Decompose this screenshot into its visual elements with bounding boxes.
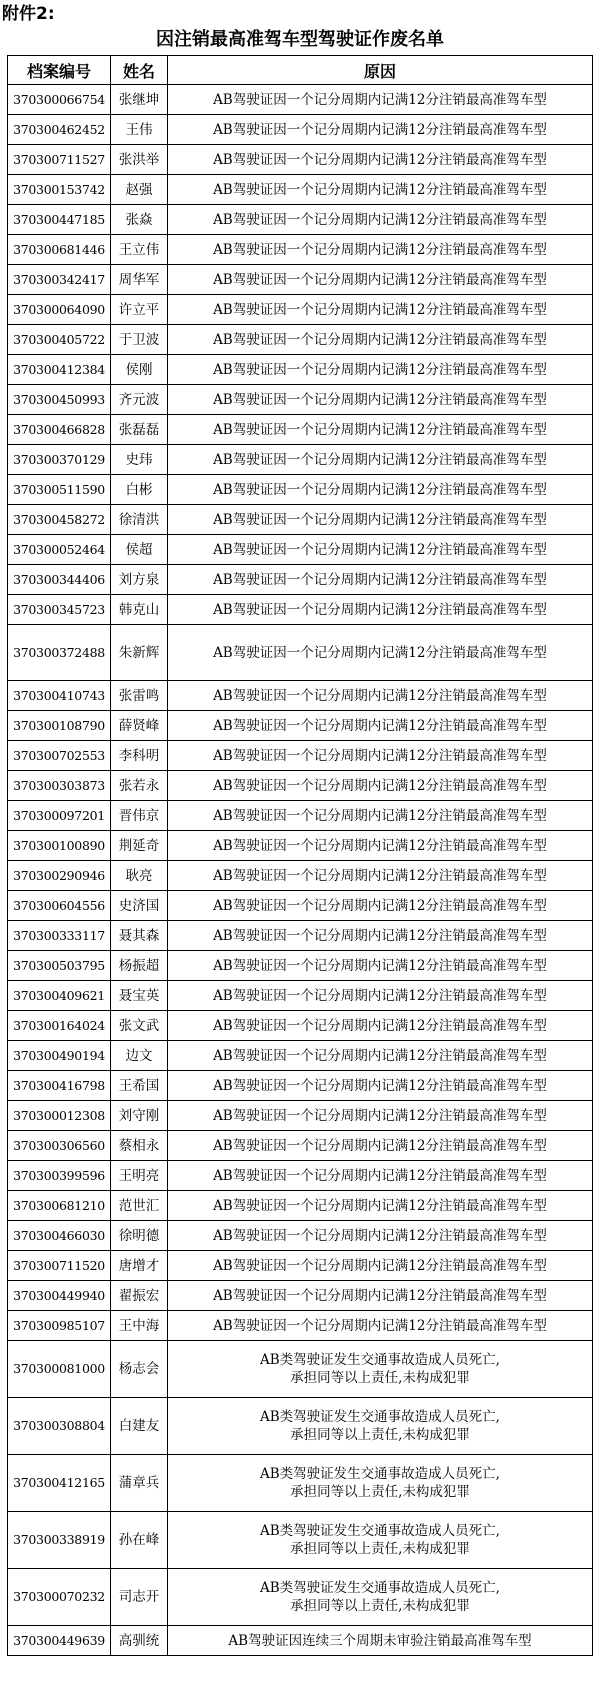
reason-line-2: 承担同等以上责任,未构成犯罪 — [290, 1541, 470, 1557]
table-row — [8, 1011, 593, 1041]
table-row — [8, 325, 593, 355]
file-number-cell: 370300412384 — [8, 355, 111, 385]
name-cell: 孙在峰 — [111, 1512, 168, 1569]
column-header-reason: 原因 — [168, 56, 593, 85]
reason-cell: AB驾驶证因一个记分周期内记满12分注销最高准驾车型 — [168, 1311, 593, 1341]
file-number-cell: 370300333117 — [8, 921, 111, 951]
table-row — [8, 1455, 593, 1512]
name-cell: 李科明 — [111, 741, 168, 771]
file-number-cell: 370300338919 — [8, 1512, 111, 1569]
name-cell: 齐元波 — [111, 385, 168, 415]
reason-cell: AB驾驶证因一个记分周期内记满12分注销最高准驾车型 — [168, 475, 593, 505]
reason-cell: AB驾驶证因一个记分周期内记满12分注销最高准驾车型 — [168, 385, 593, 415]
table-row — [8, 831, 593, 861]
reason-cell — [168, 1512, 593, 1569]
name-cell: 徐清洪 — [111, 505, 168, 535]
reason-cell: AB驾驶证因一个记分周期内记满12分注销最高准驾车型 — [168, 595, 593, 625]
file-number-cell: 370300466030 — [8, 1221, 111, 1251]
name-cell: 唐增才 — [111, 1251, 168, 1281]
reason-cell: AB驾驶证因一个记分周期内记满12分注销最高准驾车型 — [168, 1041, 593, 1071]
reason-cell: AB驾驶证因一个记分周期内记满12分注销最高准驾车型 — [168, 1161, 593, 1191]
name-cell: 史济国 — [111, 891, 168, 921]
name-cell: 荆延奇 — [111, 831, 168, 861]
reason-cell: AB驾驶证因一个记分周期内记满12分注销最高准驾车型 — [168, 861, 593, 891]
reason-line-1: AB类驾驶证发生交通事故造成人员死亡, — [260, 1466, 500, 1482]
table-row — [8, 295, 593, 325]
table-row — [8, 85, 593, 115]
table-row — [8, 1281, 593, 1311]
reason-cell: AB驾驶证因一个记分周期内记满12分注销最高准驾车型 — [168, 565, 593, 595]
reason-cell: AB驾驶证因连续三个周期未审验注销最高准驾车型 — [168, 1626, 593, 1656]
file-number-cell: 370300370129 — [8, 445, 111, 475]
file-number-cell: 370300097201 — [8, 801, 111, 831]
file-number-cell: 370300052464 — [8, 535, 111, 565]
name-cell: 边文 — [111, 1041, 168, 1071]
table-row — [8, 1512, 593, 1569]
table-row — [8, 505, 593, 535]
file-number-cell: 370300511590 — [8, 475, 111, 505]
file-number-cell: 370300070232 — [8, 1569, 111, 1626]
table-row — [8, 475, 593, 505]
table-row — [8, 385, 593, 415]
reason-cell: AB驾驶证因一个记分周期内记满12分注销最高准驾车型 — [168, 1071, 593, 1101]
table-row — [8, 1071, 593, 1101]
name-cell: 许立平 — [111, 295, 168, 325]
reason-cell: AB驾驶证因一个记分周期内记满12分注销最高准驾车型 — [168, 951, 593, 981]
table-row — [8, 861, 593, 891]
reason-cell: AB驾驶证因一个记分周期内记满12分注销最高准驾车型 — [168, 415, 593, 445]
name-cell: 蒲章兵 — [111, 1455, 168, 1512]
name-cell: 张洪举 — [111, 145, 168, 175]
name-cell: 薛贤峰 — [111, 711, 168, 741]
name-cell: 白建友 — [111, 1398, 168, 1455]
file-number-cell: 370300344406 — [8, 565, 111, 595]
table-row — [8, 1251, 593, 1281]
file-number-cell: 370300308804 — [8, 1398, 111, 1455]
file-number-cell: 370300450993 — [8, 385, 111, 415]
file-number-cell: 370300066754 — [8, 85, 111, 115]
table-row — [8, 711, 593, 741]
name-cell: 刘方泉 — [111, 565, 168, 595]
table-row — [8, 445, 593, 475]
file-number-cell: 370300164024 — [8, 1011, 111, 1041]
reason-cell: AB驾驶证因一个记分周期内记满12分注销最高准驾车型 — [168, 741, 593, 771]
file-number-cell: 370300458272 — [8, 505, 111, 535]
name-cell: 史玮 — [111, 445, 168, 475]
reason-line-1: AB类驾驶证发生交通事故造成人员死亡, — [260, 1580, 500, 1596]
name-cell: 高驯统 — [111, 1626, 168, 1656]
name-cell: 朱新辉 — [111, 625, 168, 681]
file-number-cell: 370300081000 — [8, 1341, 111, 1398]
reason-cell: AB驾驶证因一个记分周期内记满12分注销最高准驾车型 — [168, 205, 593, 235]
table-row — [8, 1626, 593, 1656]
name-cell: 白彬 — [111, 475, 168, 505]
reason-line-1: AB类驾驶证发生交通事故造成人员死亡, — [260, 1523, 500, 1539]
table-row — [8, 771, 593, 801]
name-cell: 周华军 — [111, 265, 168, 295]
reason-cell — [168, 1398, 593, 1455]
void-license-table — [7, 55, 593, 1656]
reason-cell: AB驾驶证因一个记分周期内记满12分注销最高准驾车型 — [168, 445, 593, 475]
file-number-cell: 370300303873 — [8, 771, 111, 801]
name-cell: 晋伟京 — [111, 801, 168, 831]
name-cell: 范世汇 — [111, 1191, 168, 1221]
table-header-row — [8, 56, 593, 85]
name-cell: 王明亮 — [111, 1161, 168, 1191]
reason-cell: AB驾驶证因一个记分周期内记满12分注销最高准驾车型 — [168, 1251, 593, 1281]
file-number-cell: 370300372488 — [8, 625, 111, 681]
reason-cell: AB驾驶证因一个记分周期内记满12分注销最高准驾车型 — [168, 801, 593, 831]
reason-line-1: AB类驾驶证发生交通事故造成人员死亡, — [260, 1409, 500, 1425]
reason-cell: AB驾驶证因一个记分周期内记满12分注销最高准驾车型 — [168, 771, 593, 801]
file-number-cell: 370300449639 — [8, 1626, 111, 1656]
table-row — [8, 1131, 593, 1161]
table-row — [8, 205, 593, 235]
reason-cell: AB驾驶证因一个记分周期内记满12分注销最高准驾车型 — [168, 625, 593, 681]
name-cell: 张文武 — [111, 1011, 168, 1041]
file-number-cell: 370300012308 — [8, 1101, 111, 1131]
reason-cell: AB驾驶证因一个记分周期内记满12分注销最高准驾车型 — [168, 235, 593, 265]
table-row — [8, 265, 593, 295]
table-row — [8, 1221, 593, 1251]
reason-cell: AB驾驶证因一个记分周期内记满12分注销最高准驾车型 — [168, 145, 593, 175]
name-cell: 韩克山 — [111, 595, 168, 625]
file-number-cell: 370300503795 — [8, 951, 111, 981]
file-number-cell: 370300711520 — [8, 1251, 111, 1281]
name-cell: 于卫波 — [111, 325, 168, 355]
table-row — [8, 565, 593, 595]
table-row — [8, 1311, 593, 1341]
file-number-cell: 370300466828 — [8, 415, 111, 445]
name-cell: 赵强 — [111, 175, 168, 205]
reason-cell: AB驾驶证因一个记分周期内记满12分注销最高准驾车型 — [168, 85, 593, 115]
reason-cell: AB驾驶证因一个记分周期内记满12分注销最高准驾车型 — [168, 1101, 593, 1131]
file-number-cell: 370300410743 — [8, 681, 111, 711]
table-row — [8, 1191, 593, 1221]
table-row — [8, 801, 593, 831]
reason-cell: AB驾驶证因一个记分周期内记满12分注销最高准驾车型 — [168, 1011, 593, 1041]
table-row — [8, 175, 593, 205]
name-cell: 聂宝英 — [111, 981, 168, 1011]
column-header-id: 档案编号 — [8, 56, 111, 85]
file-number-cell: 370300342417 — [8, 265, 111, 295]
name-cell: 王伟 — [111, 115, 168, 145]
name-cell: 徐明德 — [111, 1221, 168, 1251]
name-cell: 聂其森 — [111, 921, 168, 951]
reason-line-2: 承担同等以上责任,未构成犯罪 — [290, 1598, 470, 1614]
name-cell: 司志开 — [111, 1569, 168, 1626]
page-title: 因注销最高准驾车型驾驶证作废名单 — [156, 29, 444, 50]
file-number-cell: 370300490194 — [8, 1041, 111, 1071]
table-row — [8, 1398, 593, 1455]
file-number-cell: 370300399596 — [8, 1161, 111, 1191]
table-row — [8, 535, 593, 565]
table-row — [8, 235, 593, 265]
file-number-cell: 370300711527 — [8, 145, 111, 175]
name-cell: 张磊磊 — [111, 415, 168, 445]
reason-cell: AB驾驶证因一个记分周期内记满12分注销最高准驾车型 — [168, 711, 593, 741]
table-row — [8, 145, 593, 175]
file-number-cell: 370300153742 — [8, 175, 111, 205]
reason-cell: AB驾驶证因一个记分周期内记满12分注销最高准驾车型 — [168, 115, 593, 145]
table-row — [8, 115, 593, 145]
file-number-cell: 370300681210 — [8, 1191, 111, 1221]
reason-cell: AB驾驶证因一个记分周期内记满12分注销最高准驾车型 — [168, 891, 593, 921]
file-number-cell: 370300985107 — [8, 1311, 111, 1341]
file-number-cell: 370300100890 — [8, 831, 111, 861]
reason-cell: AB驾驶证因一个记分周期内记满12分注销最高准驾车型 — [168, 355, 593, 385]
reason-line-1: AB类驾驶证发生交通事故造成人员死亡, — [260, 1352, 500, 1368]
file-number-cell: 370300290946 — [8, 861, 111, 891]
file-number-cell: 370300409621 — [8, 981, 111, 1011]
table-row — [8, 1161, 593, 1191]
name-cell: 侯超 — [111, 535, 168, 565]
name-cell: 侯刚 — [111, 355, 168, 385]
reason-cell: AB驾驶证因一个记分周期内记满12分注销最高准驾车型 — [168, 921, 593, 951]
file-number-cell: 370300405722 — [8, 325, 111, 355]
reason-cell: AB驾驶证因一个记分周期内记满12分注销最高准驾车型 — [168, 505, 593, 535]
name-cell: 蔡相永 — [111, 1131, 168, 1161]
table-row — [8, 415, 593, 445]
name-cell: 张若永 — [111, 771, 168, 801]
name-cell: 王希国 — [111, 1071, 168, 1101]
name-cell: 张雷鸣 — [111, 681, 168, 711]
name-cell: 张焱 — [111, 205, 168, 235]
table-body — [8, 85, 593, 1656]
reason-line-2: 承担同等以上责任,未构成犯罪 — [290, 1484, 470, 1500]
table-row — [8, 921, 593, 951]
reason-cell: AB驾驶证因一个记分周期内记满12分注销最高准驾车型 — [168, 175, 593, 205]
reason-cell: AB驾驶证因一个记分周期内记满12分注销最高准驾车型 — [168, 265, 593, 295]
table-row — [8, 891, 593, 921]
table-row — [8, 595, 593, 625]
reason-cell — [168, 1569, 593, 1626]
column-header-name: 姓名 — [111, 56, 168, 85]
reason-cell: AB驾驶证因一个记分周期内记满12分注销最高准驾车型 — [168, 1281, 593, 1311]
file-number-cell: 370300681446 — [8, 235, 111, 265]
name-cell: 耿亮 — [111, 861, 168, 891]
name-cell: 杨志会 — [111, 1341, 168, 1398]
reason-cell: AB驾驶证因一个记分周期内记满12分注销最高准驾车型 — [168, 1221, 593, 1251]
reason-cell: AB驾驶证因一个记分周期内记满12分注销最高准驾车型 — [168, 325, 593, 355]
reason-cell: AB驾驶证因一个记分周期内记满12分注销最高准驾车型 — [168, 681, 593, 711]
reason-cell: AB驾驶证因一个记分周期内记满12分注销最高准驾车型 — [168, 535, 593, 565]
file-number-cell: 370300604556 — [8, 891, 111, 921]
reason-cell: AB驾驶证因一个记分周期内记满12分注销最高准驾车型 — [168, 1131, 593, 1161]
table-row — [8, 951, 593, 981]
name-cell: 刘守刚 — [111, 1101, 168, 1131]
reason-cell: AB驾驶证因一个记分周期内记满12分注销最高准驾车型 — [168, 981, 593, 1011]
file-number-cell: 370300412165 — [8, 1455, 111, 1512]
table-row — [8, 1041, 593, 1071]
reason-line-2: 承担同等以上责任,未构成犯罪 — [290, 1370, 470, 1386]
file-number-cell: 370300345723 — [8, 595, 111, 625]
table-row — [8, 1341, 593, 1398]
reason-cell — [168, 1455, 593, 1512]
reason-cell: AB驾驶证因一个记分周期内记满12分注销最高准驾车型 — [168, 1191, 593, 1221]
file-number-cell: 370300702553 — [8, 741, 111, 771]
file-number-cell: 370300462452 — [8, 115, 111, 145]
reason-cell — [168, 1341, 593, 1398]
name-cell: 王立伟 — [111, 235, 168, 265]
table-row — [8, 355, 593, 385]
file-number-cell: 370300108790 — [8, 711, 111, 741]
file-number-cell: 370300416798 — [8, 1071, 111, 1101]
file-number-cell: 370300306560 — [8, 1131, 111, 1161]
reason-line-2: 承担同等以上责任,未构成犯罪 — [290, 1427, 470, 1443]
table-row — [8, 625, 593, 681]
file-number-cell: 370300449940 — [8, 1281, 111, 1311]
reason-cell: AB驾驶证因一个记分周期内记满12分注销最高准驾车型 — [168, 831, 593, 861]
table-row — [8, 1569, 593, 1626]
name-cell: 王中海 — [111, 1311, 168, 1341]
table-row — [8, 681, 593, 711]
file-number-cell: 370300447185 — [8, 205, 111, 235]
name-cell: 张继坤 — [111, 85, 168, 115]
name-cell: 杨振超 — [111, 951, 168, 981]
name-cell: 翟振宏 — [111, 1281, 168, 1311]
attachment-label: 附件2: — [2, 4, 55, 24]
table-row — [8, 981, 593, 1011]
table-row — [8, 741, 593, 771]
reason-cell: AB驾驶证因一个记分周期内记满12分注销最高准驾车型 — [168, 295, 593, 325]
table-row — [8, 1101, 593, 1131]
file-number-cell: 370300064090 — [8, 295, 111, 325]
